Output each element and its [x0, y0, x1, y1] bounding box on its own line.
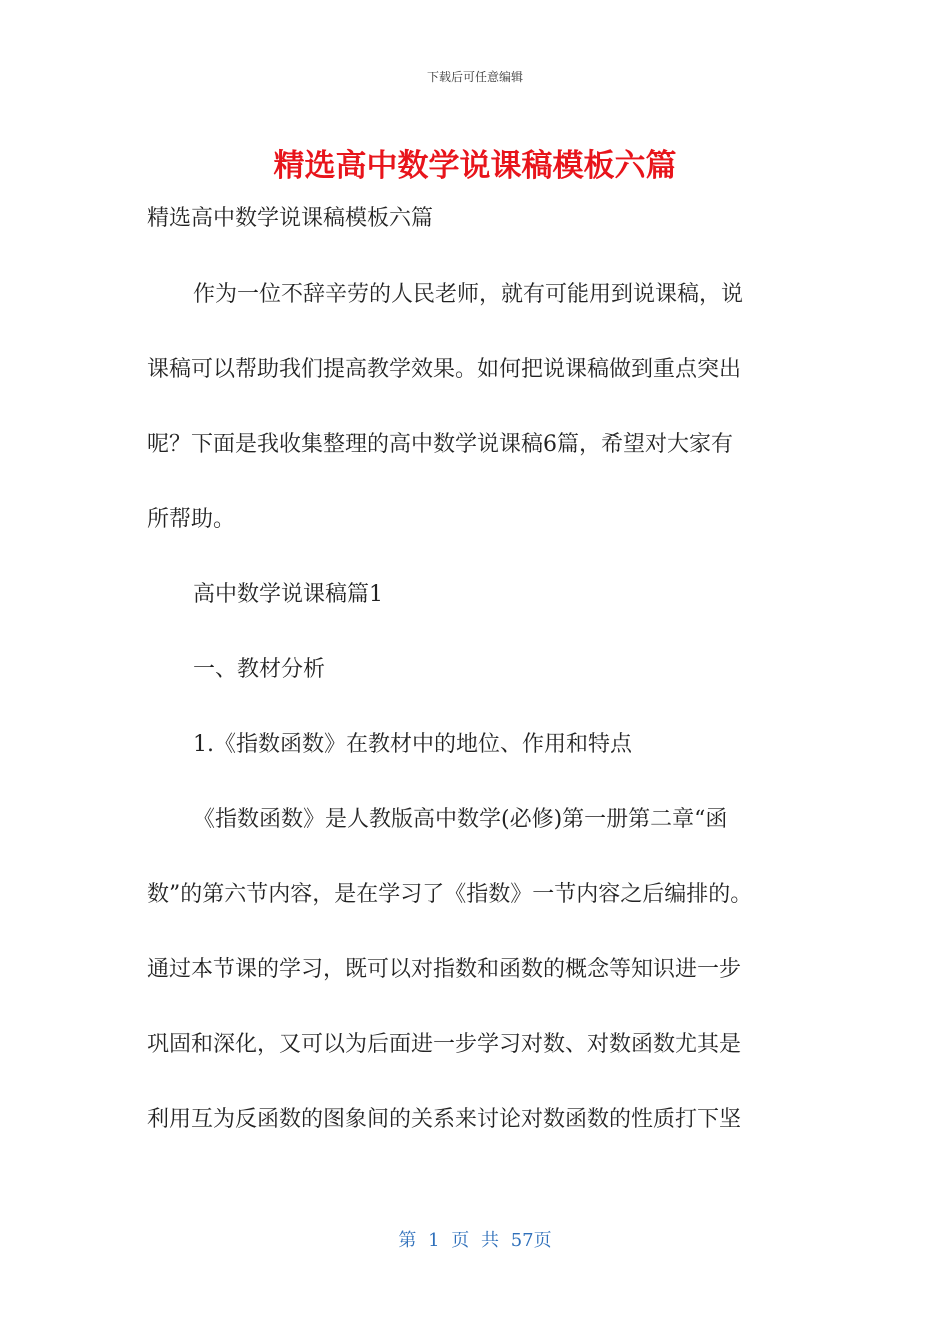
- paragraph-line: 作为一位不辞辛劳的人民老师，就有可能用到说课稿，说: [193, 282, 744, 307]
- subtitle-line: 精选高中数学说课稿模板六篇: [147, 206, 434, 231]
- subsection-heading: 一、教材分析: [193, 657, 326, 682]
- item-heading: 1.《指数函数》在教材中的地位、作用和特点: [193, 732, 632, 757]
- paragraph-line: 课稿可以帮助我们提高教学效果。如何把说课稿做到重点突出: [147, 357, 742, 382]
- paragraph-line: 利用互为反函数的图象间的关系来讨论对数函数的性质打下坚: [147, 1107, 742, 1132]
- paragraph-line: 巩固和深化，又可以为后面进一步学习对数、对数函数尤其是: [147, 1032, 742, 1057]
- paragraph-line: 数”的第六节内容，是在学习了《指数》一节内容之后编排的。: [147, 882, 753, 907]
- header-note: 下载后可任意编辑: [426, 70, 523, 84]
- paragraph-line: 《指数函数》是人教版高中数学(必修)第一册第二章“函: [193, 807, 728, 832]
- page-number-footer: 第 1 页 共 57页: [398, 1230, 552, 1251]
- paragraph-line: 呢？下面是我收集整理的高中数学说课稿6篇，希望对大家有: [147, 432, 733, 457]
- paragraph-line: 所帮助。: [147, 507, 236, 532]
- paragraph-line: 通过本节课的学习，既可以对指数和函数的概念等知识进一步: [147, 957, 742, 982]
- section-heading: 高中数学说课稿篇1: [193, 582, 383, 607]
- document-title: 精选高中数学说课稿模板六篇: [273, 148, 677, 184]
